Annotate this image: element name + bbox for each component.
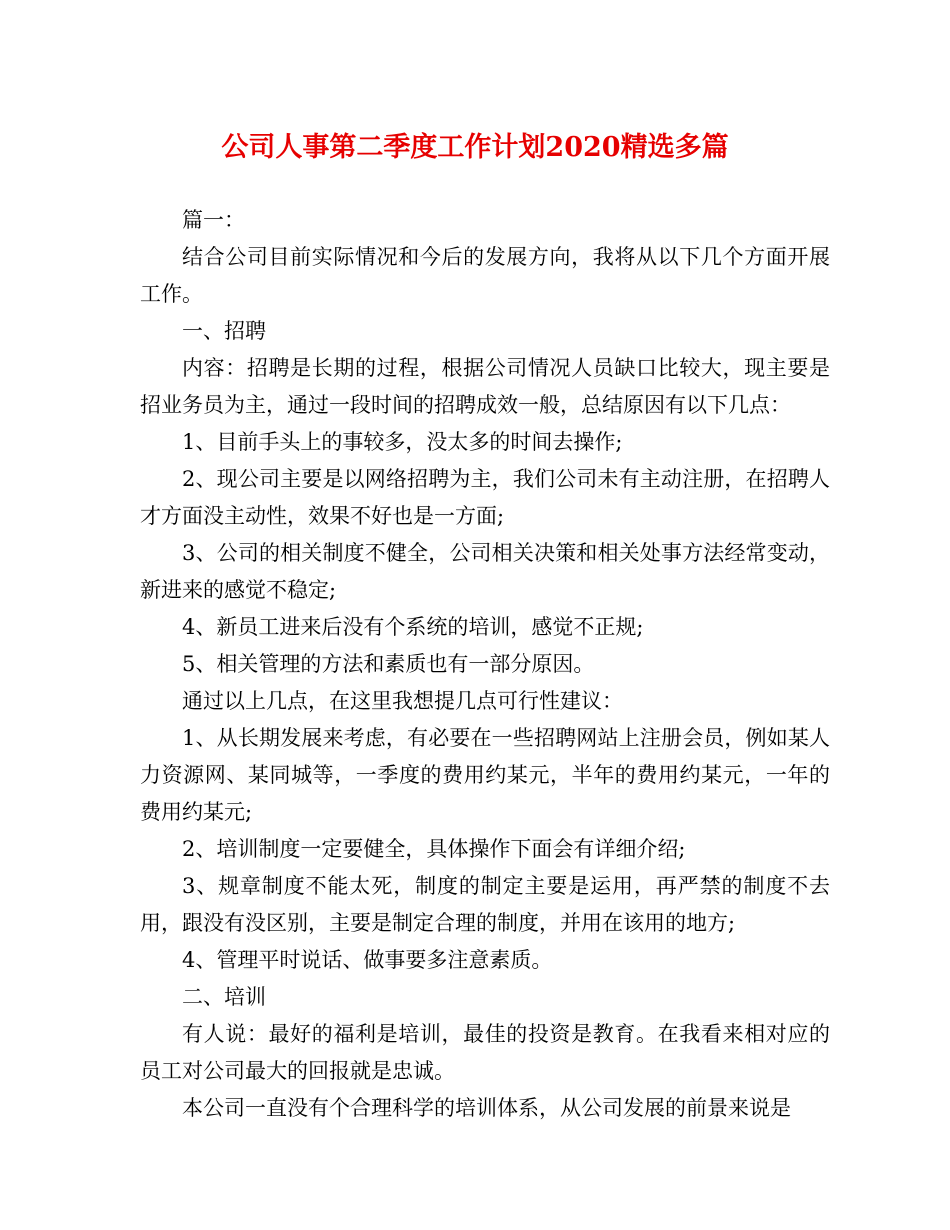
paragraph-recruitment-content: 内容：招聘是长期的过程，根据公司情况人员缺口比较大，现主要是招业务员为主，通过一段时间的招聘成效一般，总结原因有以下几点： bbox=[140, 356, 830, 417]
heading-recruitment: 一、招聘 bbox=[182, 319, 266, 343]
paragraph-section-label: 篇一： bbox=[182, 208, 245, 232]
list-item-reason-4: 4、新员工进来后没有个系统的培训，感觉不正规; bbox=[182, 615, 644, 639]
list-item-reason-1: 1、目前手头上的事较多，没太多的时间去操作; bbox=[182, 430, 623, 454]
list-item-reason-3: 3、公司的相关制度不健全，公司相关决策和相关处事方法经常变动，新进来的感觉不稳定; bbox=[140, 541, 830, 602]
list-item-reason-2: 2、现公司主要是以网络招聘为主，我们公司未有主动注册，在招聘人才方面没主动性，效果不好也是一方面; bbox=[140, 467, 830, 528]
paragraph-intro: 结合公司目前实际情况和今后的发展方向，我将从以下几个方面开展工作。 bbox=[140, 245, 830, 306]
paragraph-training-system: 本公司一直没有个合理科学的培训体系，从公司发展的前景来说是 bbox=[182, 1096, 791, 1120]
list-item-suggestion-1: 1、从长期发展来考虑，有必要在一些招聘网站上注册会员，例如某人力资源网、某同城等，一季度的费用约某元，半年的费用约某元，一年的费用约某元; bbox=[140, 726, 830, 824]
list-item-suggestion-3: 3、规章制度不能太死，制度的制定主要是运用，再严禁的制度不去用，跟没有没区别，主要是制定合理的制度，并用在该用的地方; bbox=[140, 874, 830, 935]
document-title: 公司人事第二季度工作计划2020精选多篇 bbox=[221, 132, 729, 163]
document-body bbox=[140, 202, 830, 1127]
paragraph-training-quote: 有人说：最好的福利是培训，最佳的投资是教育。在我看来相对应的员工对公司最大的回报就是忠诚。 bbox=[140, 1022, 830, 1083]
heading-training: 二、培训 bbox=[182, 985, 266, 1009]
list-item-suggestion-2: 2、培训制度一定要健全，具体操作下面会有详细介绍; bbox=[182, 837, 686, 861]
paragraph-suggestions-intro: 通过以上几点，在这里我想提几点可行性建议： bbox=[182, 689, 623, 713]
list-item-suggestion-4: 4、管理平时说话、做事要多注意素质。 bbox=[182, 948, 553, 972]
list-item-reason-5: 5、相关管理的方法和素质也有一部分原因。 bbox=[182, 652, 595, 676]
